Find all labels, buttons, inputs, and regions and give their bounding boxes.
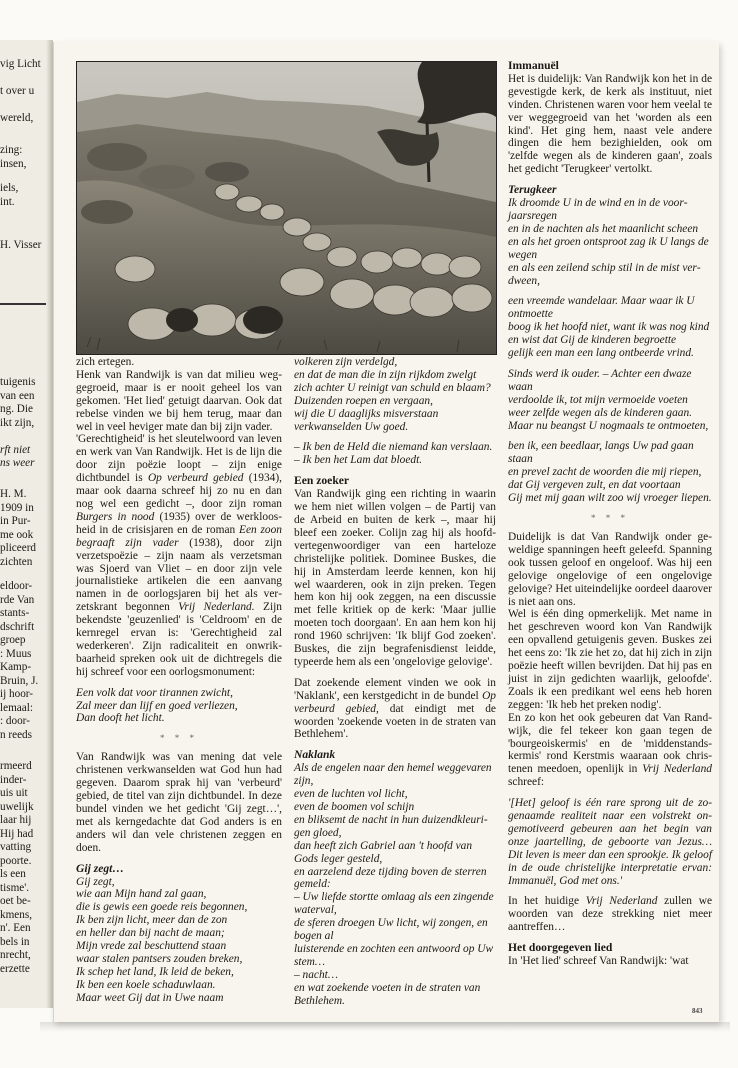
poem-gij-zegt: Gij zegt, wie aan Mijn hand zal gaan, die is gewis een goede reis begonnen, Ik ben zijn licht, meer dan de zon en heller dan bij nacht de maan; Mijn vrede zal beschuttend staan waar stalen pantsers zouden breken, Ik schep het land, Ik leid de beken, Ik ben een koele schaduwlaan. Maar weet Gij dat in Uwe naam — [76, 875, 248, 1004]
column-3 — [508, 60, 712, 968]
poem-terugkeer: Ik droomde U in de wind en in de voorjaarsregen en in de nachten als het maanlicht scheen en als het groen ontsproot zag ik U langs de wegen en als een zeilend schip stil in de mist verdween, een vreemde wandelaar. Maar waar ik U ontmoette boog ik het hoofd niet, want ik was nog kind en wist dat Gij de kinderen begroette gelijk een man een lang ontbeerde vrind. Sinds werd ik ouder. – Achter een dwaze waan verdoolde ik, tot mijn vermoeide voeten weer zelfde wegen als de kinderen gaan. Maar nu beangst U nogmaals te ontmoeten, ben ik, een beedlaar, langs Uw pad gaan staan en prevel zacht de woorden die mij riepen, dat Gij vergeven zult, en dat voortaan Gij met mij gaan wilt zoo wij vroeger liepen. — [508, 197, 712, 505]
col3-paragraph-1: Het is duidelijk: Van Randwijk kon het in de gevestigde kerk, de kerk als instituut, niet vinden. Christenen waren voor hem veelal te ver weggegroeid van het 'worden als een kind'. Het ging hem, naast vele andere dingen die hem bezighielden, ook om 'zelfde wegen als de kinderen gaan', zoals het gedicht 'Terugkeer' vertolkt. — [508, 72, 713, 176]
col2-paragraph-1: Van Randwijk ging een richting in waarin we hem niet willen volgen – de Partij van de Arbeid en buiten de kerk –, maar hij bleef een zoeker. Colijn zag hij als hoofdvertegenwoordiger van een harteloze christelijke politiek. Dominee Buskes, die hij in Amsterdam leerde kennen, kon hij wel waarderen, ook in zijn preken. Tegen hem kon hij ook zeggen, na een discussie met felle kritiek op de kerk: 'Maar jullie moeten toch doorgaan'. En aan hem kon hij rond 1960 schrijven: 'Ik blijf God zoeken'. Buskes, die zijn begrafenisdienst leidde, typeerde hem als een 'ongelovige gelovige'. — [294, 488, 496, 668]
col3-paragraph-3: Wel is één ding opmerkelijk. Met name in het geschreven woord kon Van Randwijk een opvallend getuigenis geven. Buskes zei het eens zo: 'Ik zie het zo, dat hij zich in zijn poëzie heeft willen bevrijden. Dat hij pas en juist in zijn gedichten waarlijk, geloofde'. Zoals ik een predikant wel eens heb horen zeggen: 'Ik heb het preken nodig'. — [508, 608, 712, 711]
prev-fragment-3: iels, int. — [0, 182, 19, 208]
prev-fragment-7: rmeerd inder- uis uit uwelijk laar hij Hij had vatting poorte. ls een tisme'. oet be- kmens, n'. Een bels in nrecht, erzette — [0, 760, 34, 975]
heading-een-zoeker: Een zoeker — [294, 474, 350, 488]
col1-lead: zich ertegen. — [76, 356, 135, 368]
vrij-nederland-quote: '[Het] geloof is één rare sprong uit de zogenaamde realiteit naar een volstrekt ongemotiveerd gebeuren aan het begin van onze jaartelling, de geboorte van Jezus… Dit leven is meer dan een sprookje. Ik geloof in de oude christelijke interpretatie ervan: Immanuël, God met ons.' — [508, 797, 712, 887]
col3-paragraph-6: In 'Het lied' schreef Van Randwijk: 'wat — [508, 955, 689, 968]
col1-paragraph-3: Van Randwijk was van mening dat vele christenen verkwanselden wat God hun had gegeven. Daarom sprak hij van 'verbeurd' gebied, de titel van zijn dichtbundel. In deze bundel vinden we het gedicht 'Gij zegt…', met als kerngedachte dat God anders is en anders wil dan vele christenen zeggen en doen. — [76, 751, 282, 854]
prev-fragment-6: eldoor- rde Van stants- dschrift groep : Muus Kamp- Bruin, J. ij hoor- lemaal: : door- n reeds — [0, 580, 39, 741]
page-shadow — [40, 1022, 730, 1032]
monument-verse: Een volk dat voor tirannen zwicht, Zal meer dan lijf en goed verliezen, Dan dooft het licht. — [76, 686, 238, 725]
prev-fragment-4: tuigenis van een ng. Die ikt zijn, rft niet ns weer — [0, 376, 36, 469]
column-2 — [294, 356, 496, 1008]
previous-page-edge — [0, 40, 53, 1008]
poem-title-gij-zegt: Gij zegt… — [76, 861, 124, 875]
col1-paragraph-1: Henk van Randwijk is van dat milieu weggegroeid, maar is er nooit geheel los van gekomen. 'Het lied' getuigt daarvan. Ook dat rebelse vinden we bij hem terug, maar dan wel in veel heviger mate dan bij zijn vader. — [76, 368, 282, 433]
prev-fragment-1: vig Licht t over u wereld, — [0, 58, 41, 124]
poem-title-naklank: Naklank — [294, 748, 336, 762]
poem-title-terugkeer: Terugkeer — [508, 183, 557, 197]
poem-gij-zegt-continued: volkeren zijn verdelgd, en dat de man die in zijn rijkdom zwelgt zich achter U reinigt van schuld en blaam? Duizenden roepen en vergaan, wij die U daaglijks misverstaan verkwanselden Uw goed. – Ik ben de Held die niemand kan verslaan. – Ik ben het Lam dat bloedt. — [294, 356, 493, 467]
heading-het-doorgegeven-lied: Het doorgegeven lied — [508, 941, 613, 955]
sheep-flock-photo — [76, 61, 497, 355]
heading-immanuel: Immanuël — [508, 59, 559, 72]
prev-fragment-2: zing: insen, — [0, 144, 27, 170]
page-number: 843 — [692, 1007, 703, 1015]
prev-fragment-signature: H. Visser — [0, 239, 42, 251]
col3-paragraph-2: Duidelijk is dat Van Randwijk onder geweldige spanningen heeft geleefd. Spanning ook tussen geloof en ongeloof. Was hij een gelovige ongelovige of een ongelovige gelovige? Het uiteindelijke oordeel daarover is niet aan ons. — [508, 531, 712, 608]
prev-fragment-5: H. M. 1909 in in Pur- me ook pliceerd zichten — [0, 488, 37, 568]
prev-divider — [0, 303, 46, 305]
column-1 — [76, 356, 282, 1005]
col3-paragraph-4: En zo kon het ook gebeuren dat Van Randwijk, die fel tekeer kon gaan tegen de 'bourgeoiskermis' en de 'middenstandskermis' rond Kerstmis waaraan ook christenen meedoen, openlijk in Vrij Nederland schreef: — [508, 711, 712, 789]
col2-paragraph-2: Dat zoekende element vinden we ook in 'Naklank', een kerstgedicht in de bundel Op verbeurd gebied, dat eindigt met de woorden 'zoekende voeten in de straten van Bethlehem'. — [294, 676, 496, 741]
section-divider-stars-2: * * * — [591, 513, 629, 523]
section-divider-stars: * * * — [160, 733, 198, 744]
col3-paragraph-5: In het huidige Vrij Nederland zullen we woorden van deze strekking niet meer aantreffen… — [508, 895, 712, 934]
photo-illustration — [77, 62, 496, 354]
poem-naklank: Als de engelen naar den hemel weggevaren zijn, even de luchten vol licht, even de boomen vol schijn en bliksemt de nacht in hun duizendkleurigen gloed, dan heeft zich Gabriel aan 't hoofd van Gods leger gesteld, en aarzelend deze tijding boven de sterren gemeld: – Uw liefde stortte omlaag als een zingende waterval, de sferen droegen Uw licht, wij zongen, en bogen al luisterende en zochten een antwoord op Uw stem… – nacht… en wat zoekende voeten in de straten van Bethlehem. — [294, 762, 494, 1007]
col1-paragraph-2: 'Gerechtigheid' is het sleutelwoord van leven en werk van Van Randwijk. Het is de lijn die door zijn poëzie loopt – zijn enige dichtbundel is Op verbeurd gebied (1934), maar ook daarna schreef hij zo nu en dan nog wel een gedicht –, door zijn roman Burgers in nood (1935) over de werkloosheid in de crisisjaren en de roman Een zoon begraaft zijn vader (1938), door zijn verzetspoëzie – zijn naam als verzetsman was Sjoerd van Vliet – en door zijn vele journalistieke artikelen die een aanvang namen in de oorlogsjaren bij het als verzetskrant begonnen Vrij Nederland. Zijn bekendste 'geuzenlied' is 'Celdroom' en de kernregel ervan is: 'Gerechtigheid zal wederkeren'. Zijn radicaliteit en onwrikbaarheid spreken ook uit de dichtregels die hij schreef voor een oorlogsmonument: — [76, 433, 283, 678]
